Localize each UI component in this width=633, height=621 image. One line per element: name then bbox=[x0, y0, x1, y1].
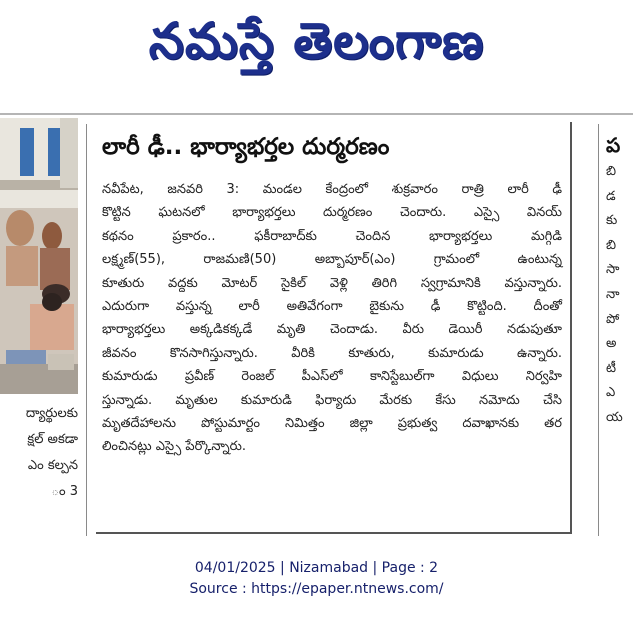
article-line: స్తున్నాడు. మృతుల కుమారుడి ఫిర్యాదు మేరకు కేసు నమోదు చేసి bbox=[102, 392, 562, 408]
article-line: లక్ష్మణ్(55), రాజమణి(50) అబ్బాపూర్(ఎం) గ్రామంలో ఉంటున్న bbox=[102, 252, 562, 268]
caption-line: ం 3 bbox=[51, 484, 78, 499]
caption-line: ఎం కల్పన bbox=[27, 458, 78, 473]
masthead bbox=[0, 0, 633, 84]
column-divider-right bbox=[598, 124, 599, 536]
footer bbox=[0, 558, 633, 600]
caption-line: ద్యార్థులకు bbox=[25, 406, 78, 421]
right-column-line: పో bbox=[606, 311, 620, 327]
right-neighbor-column bbox=[606, 130, 633, 530]
article-line: మృతదేహాలను పోస్టుమార్టం నిమిత్తం జిల్లా ప్రభుత్వ దవాఖానకు తర bbox=[102, 415, 562, 431]
article-line: కొట్టిన ఘటనలో భార్యాభర్తలు దుర్మరణం చెందారు. ఎస్సై వినయ్ bbox=[102, 205, 562, 221]
news-article bbox=[96, 122, 572, 534]
masthead-logo: నమస్తే తెలంగాణ bbox=[148, 11, 485, 70]
article-line: ఎదురుగా వస్తున్న లారీ అతివేగంగా బైకును ఢీ కొట్టింది. దీంతో bbox=[102, 298, 562, 314]
article-line: జీవనం కొనసాగిస్తున్నారు. వీరికి కూతురు, కుమారుడు ఉన్నారు. bbox=[102, 345, 562, 361]
left-caption bbox=[0, 401, 78, 505]
news-photo bbox=[0, 118, 78, 394]
right-column-line: య bbox=[606, 409, 623, 425]
footer-source-line: Source : https://epaper.ntnews.com/ bbox=[189, 581, 444, 597]
article-line: నవీపేట, జనవరి 3: మండల కేంద్రంలో శుక్రవారం రాత్రి లారీ ఢీ bbox=[102, 182, 562, 197]
article-line: కూతురు వద్దకు మోటర్ సైకిల్ వెళ్లి తిరిగి స్వగ్రామానికి వస్తున్నారు. bbox=[102, 275, 562, 291]
caption-line: క్షల్ అకడా bbox=[27, 432, 78, 447]
right-column-line: సా bbox=[606, 262, 620, 278]
top-divider bbox=[0, 113, 633, 115]
article-line: కుమారుడు ప్రవీణ్ రెంజల్ పీఎస్‌లో కానిస్టేబుల్‌గా విధులు నిర్వహి bbox=[102, 369, 562, 385]
column-divider-left bbox=[86, 124, 87, 536]
footer-date-line: 04/01/2025 | Nizamabad | Page : 2 bbox=[194, 560, 439, 576]
article-line: కథనం ప్రకారం.. ఫకీరాబాద్‌కు చెందిన భార్యాభర్తలు మగ్గిడి bbox=[102, 228, 562, 244]
right-column-line: బి bbox=[606, 164, 617, 179]
article-line: లించినట్లు ఎస్సై పేర్కొన్నారు. bbox=[102, 439, 246, 455]
right-column-line: టీ bbox=[606, 360, 617, 376]
right-column-line: కు bbox=[606, 213, 618, 229]
right-column-line: ఎ bbox=[606, 385, 616, 401]
left-neighbor-column bbox=[0, 118, 80, 538]
right-column-line: అ bbox=[606, 336, 617, 352]
article-line: భార్యాభర్తలు అక్కడికక్కడే మృతి చెందాడు. వీరు డెయిరీ నడుపుతూ bbox=[102, 322, 562, 338]
right-column-line: డ bbox=[606, 188, 616, 204]
right-column-line: బి bbox=[606, 237, 617, 253]
right-column-line: నా bbox=[606, 286, 620, 302]
article-headline: లారీ ఢీ.. భార్యాభర్తల దుర్మరణం bbox=[102, 134, 390, 160]
article-body bbox=[102, 178, 562, 459]
right-column-headline: ప bbox=[606, 133, 621, 157]
